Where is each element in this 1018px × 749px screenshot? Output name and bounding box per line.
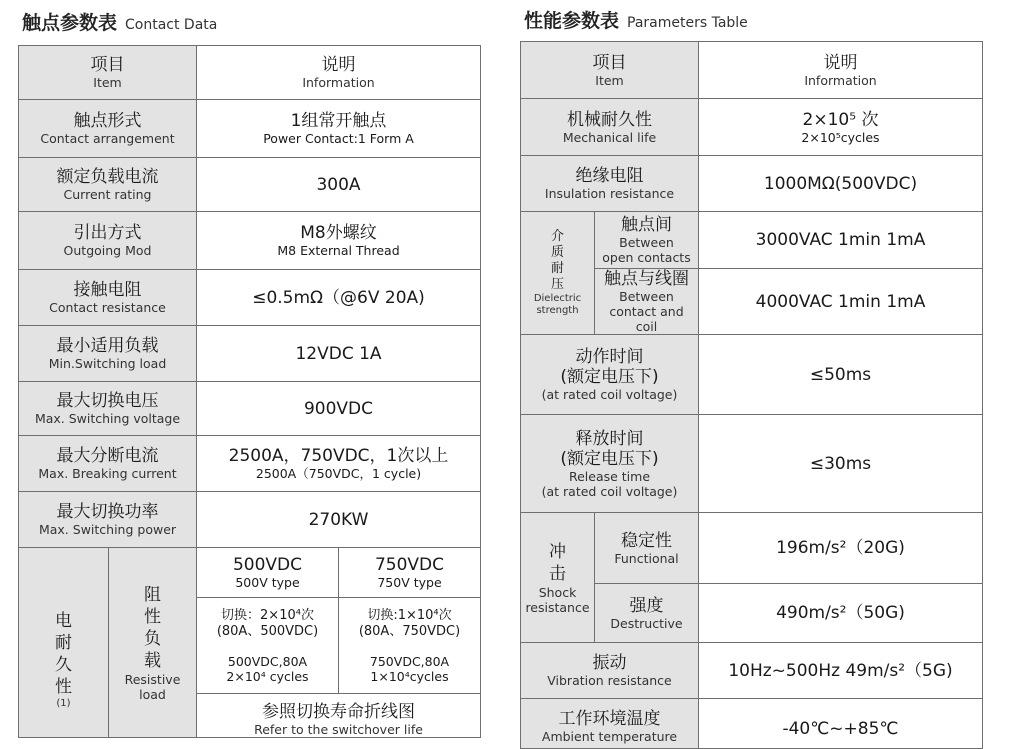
contact-title-cn: 触点参数表 [22,12,118,34]
contact-data-title [22,10,217,38]
contact-title-en: Contact Data [125,17,218,33]
table-row [19,326,481,382]
insulation-resistance-row [521,156,983,212]
row-label: 最大切换电压 Max. Switching voltage [19,382,197,436]
row-label: 最大分断电流 Max. Breaking current [19,436,197,492]
resistive-load-label: 阻 性 负 载 Resistive load [109,548,197,738]
mechanical-life-label: 机械耐久性 Mechanical life [521,99,699,156]
cycles-750v: 切换:1×10⁴次 (80A、750VDC) 750VDC,80A 1×10⁴cycles [339,598,481,694]
ambient-temperature-label: 工作环境温度 Ambient temperature [521,699,699,749]
type-750v: 750VDC 750V type [339,548,481,598]
parameters-table [520,41,983,749]
header-information: 说明 Information [699,42,983,99]
cycles-500v: 切换：2×10⁴次 (80A、500VDC) 500VDC,80A 2×10⁴ cycles [197,598,339,694]
row-value: 300A [197,158,481,212]
shock-resistance-label: 冲 击 Shock resistance [521,513,595,643]
row-value: 12VDC 1A [197,326,481,382]
row-value: M8外螺纹 M8 External Thread [197,212,481,270]
electrical-endurance-row [19,548,481,598]
operate-time-value: ≤50ms [699,335,983,415]
table-row [19,270,481,326]
row-value: 270KW [197,492,481,548]
perf-title-en: Parameters Table [627,15,748,31]
table-row [19,100,481,158]
table-row [19,382,481,436]
switchover-life-ref: 参照切换寿命折线图 Refer to the switchover life [197,694,481,738]
vibration-label: 振动 Vibration resistance [521,643,699,699]
destructive-value: 490m/s²（50G) [699,584,983,643]
open-contacts-value: 3000VAC 1min 1mA [699,212,983,269]
ambient-temperature-value: -40℃~+85℃ [699,699,983,749]
type-500v: 500VDC 500V type [197,548,339,598]
functional-value: 196m/s²（20G) [699,513,983,584]
row-label: 引出方式 Outgoing Mod [19,212,197,270]
header-item: 项目 Item [521,42,699,99]
row-label: 最大切换功率 Max. Switching power [19,492,197,548]
table-header-row [19,46,481,100]
row-label: 触点形式 Contact arrangement [19,100,197,158]
functional-label: 稳定性 Functional [595,513,699,584]
shock-functional-row [521,513,983,584]
operate-time-row [521,335,983,415]
table-row [19,212,481,270]
row-value: 1组常开触点 Power Contact:1 Form A [197,100,481,158]
release-time-value: ≤30ms [699,415,983,513]
vibration-row [521,643,983,699]
mechanical-life-row [521,99,983,156]
dielectric-open-row [521,212,983,269]
insulation-resistance-label: 绝缘电阻 Insulation resistance [521,156,699,212]
release-time-label: 释放时间 (额定电压下) Release time (at rated coil voltage) [521,415,699,513]
vibration-value: 10Hz~500Hz 49m/s²（5G) [699,643,983,699]
header-item: 项目 Item [19,46,197,100]
dielectric-strength-label: 介 质 耐 压 Dielectric strength [521,212,595,335]
table-header-row [521,42,983,99]
header-information: 说明 Information [197,46,481,100]
table-row [19,436,481,492]
operate-time-label: 动作时间 (额定电压下) (at rated coil voltage) [521,335,699,415]
contact-data-table [18,45,481,738]
mechanical-life-value: 2×10⁵ 次 2×10⁵cycles [699,99,983,156]
destructive-label: 强度 Destructive [595,584,699,643]
insulation-resistance-value: 1000MΩ(500VDC) [699,156,983,212]
contact-coil-label: 触点与线圈 Between contact and coil [595,269,699,335]
table-row [19,158,481,212]
row-label: 额定负载电流 Current rating [19,158,197,212]
open-contacts-label: 触点间 Between open contacts [595,212,699,269]
release-time-row [521,415,983,513]
electrical-endurance-label: 电 耐 久 性 (1) [19,548,109,738]
contact-coil-value: 4000VAC 1min 1mA [699,269,983,335]
row-label: 最小适用负载 Min.Switching load [19,326,197,382]
row-value: ≤0.5mΩ（@6V 20A) [197,270,481,326]
table-row [19,492,481,548]
row-label: 接触电阻 Contact resistance [19,270,197,326]
parameters-table-title [524,8,748,36]
perf-title-cn: 性能参数表 [524,10,620,32]
row-value: 900VDC [197,382,481,436]
row-value: 2500A，750VDC，1次以上 2500A（750VDC，1 cycle) [197,436,481,492]
ambient-temperature-row [521,699,983,749]
